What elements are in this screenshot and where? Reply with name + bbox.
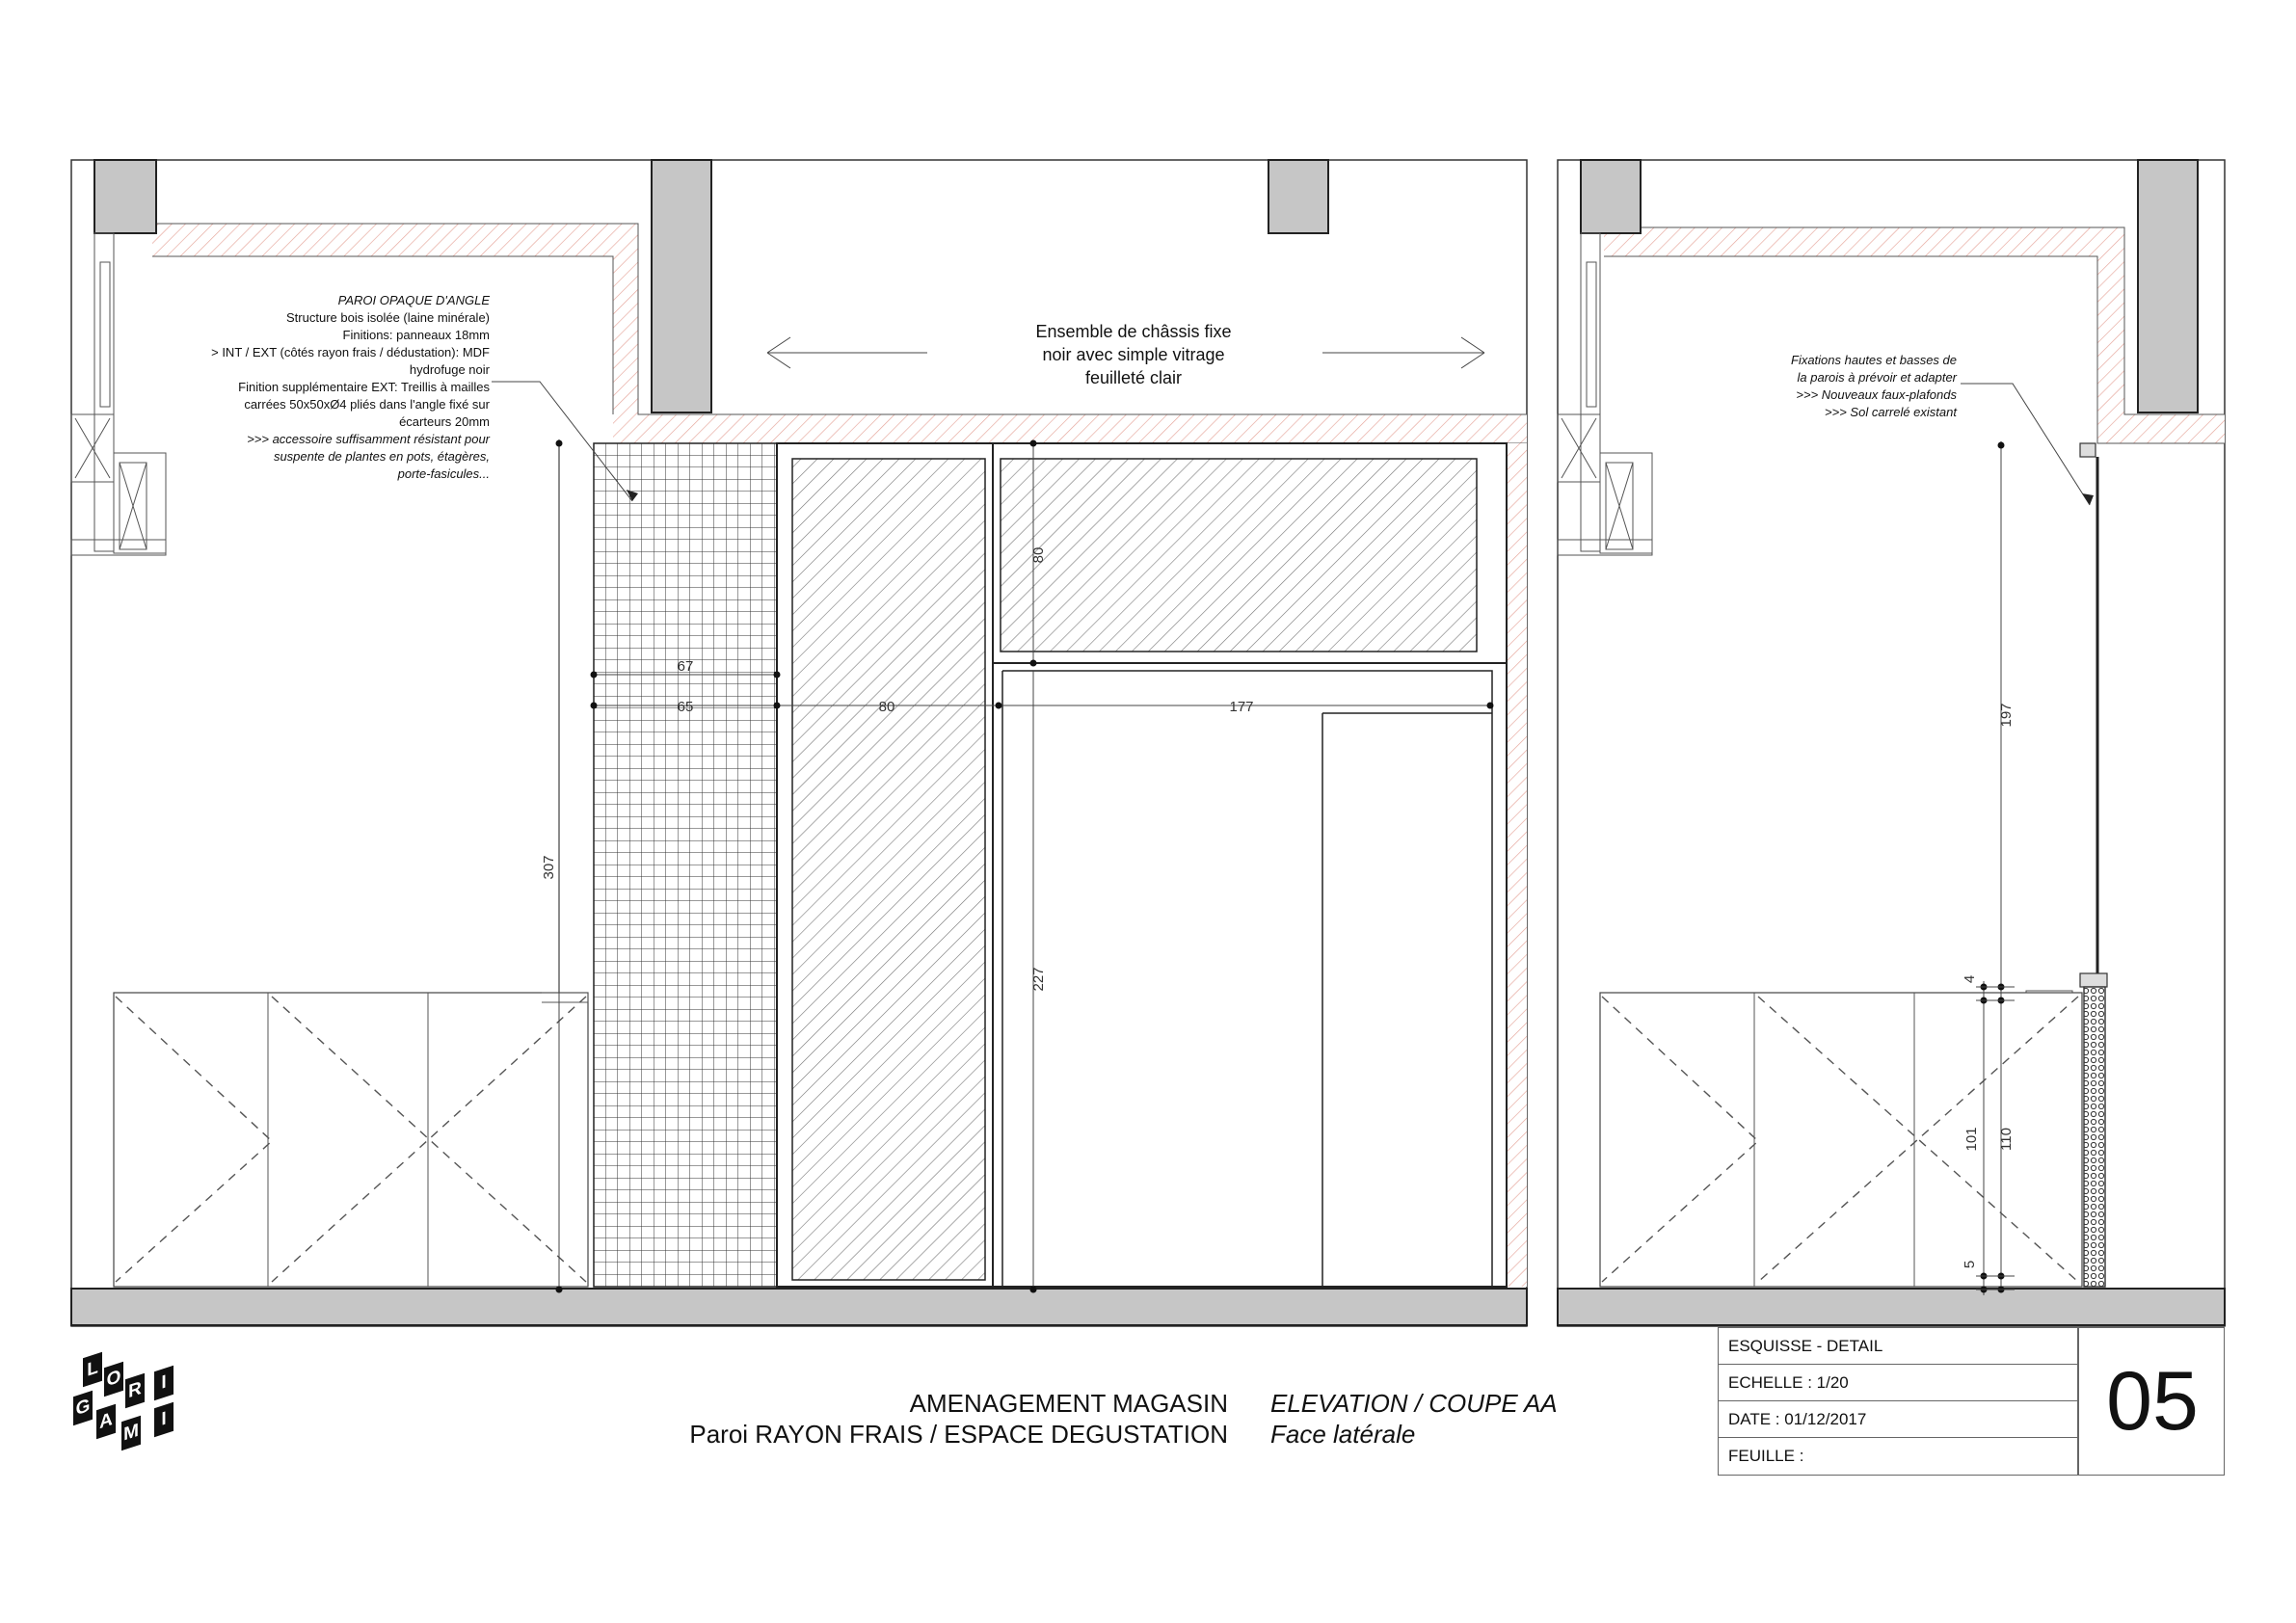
floor-left	[71, 1289, 1527, 1325]
glazing-note-line: noir avec simple vitrage	[1042, 345, 1225, 364]
column-right	[1268, 160, 1328, 233]
view-title	[1270, 1388, 1558, 1450]
logo-letter: A	[96, 1404, 116, 1439]
fixations-note-line: la parois à prévoir et adapter	[1797, 370, 1957, 385]
cartouche-phase: ESQUISSE - DETAIL	[1719, 1328, 2077, 1365]
glass-panel-top	[1001, 459, 1477, 652]
view-title-line1: ELEVATION / COUPE AA	[1270, 1389, 1558, 1418]
title-cartouche	[1718, 1327, 2225, 1476]
logo-letter: I	[154, 1366, 174, 1400]
sheet-number: 05	[2106, 1355, 2199, 1448]
fixations-note-line: >>> Sol carrelé existant	[1825, 405, 1957, 419]
dim-counter-inner: 101	[1963, 1127, 1980, 1152]
project-title-line1: AMENAGEMENT MAGASIN	[909, 1389, 1228, 1418]
fixations-note-line: Fixations hautes et basses de	[1791, 353, 1957, 367]
column-side-right	[2138, 160, 2198, 412]
corner-wall-note-line: Finitions: panneaux 18mm	[342, 328, 490, 342]
project-title-line2: Paroi RAYON FRAIS / ESPACE DEGUSTATION	[689, 1420, 1228, 1449]
front-elevation	[71, 160, 1527, 1326]
cartouche-sheet: FEUILLE :	[1728, 1447, 1804, 1465]
cartouche-date: DATE : 01/12/2017	[1719, 1401, 2077, 1438]
dim-mesh-inner: 65	[677, 699, 694, 715]
corner-wall-note-line: écarteurs 20mm	[399, 414, 490, 429]
floor-right	[1558, 1289, 2225, 1325]
logo-letter: L	[83, 1352, 102, 1387]
corner-wall-note-line: Finition supplémentaire EXT: Treillis à mailles	[238, 380, 490, 394]
right-post-hatch	[1507, 443, 1527, 1287]
corner-wall-note-title: PAROI OPAQUE D'ANGLE	[337, 293, 490, 307]
logo-letter: M	[121, 1416, 141, 1450]
corner-wall-note-line: suspente de plantes en pots, étagères,	[273, 449, 490, 464]
corner-wall-note-line: Structure bois isolée (laine minérale)	[286, 310, 490, 325]
dim-door-height: 227	[1030, 967, 1047, 992]
logo-letter: G	[73, 1391, 93, 1425]
glazing-note-line: Ensemble de châssis fixe	[1035, 322, 1232, 341]
dim-door-width: 177	[1229, 699, 1254, 715]
ceiling-hatch-right	[613, 414, 1527, 443]
corner-wall-note-line: carrées 50x50xØ4 pliés dans l'angle fixé sur	[244, 397, 490, 412]
fixations-note-line: >>> Nouveaux faux-plafonds	[1796, 387, 1957, 402]
dim-glass-width: 80	[878, 699, 895, 715]
lorigami-logo	[73, 1351, 179, 1465]
column-mid	[652, 160, 711, 412]
side-post	[2084, 987, 2105, 1287]
corner-wall-note-line: >>> accessoire suffisamment résistant pour	[247, 432, 490, 446]
dim-counter-top-gap: 4	[1962, 974, 1978, 984]
corner-wall-note-line: hydrofuge noir	[409, 362, 490, 377]
glazing-note-line: feuilleté clair	[1084, 368, 1183, 387]
window-section-right	[1558, 233, 1652, 555]
column-left	[94, 160, 156, 233]
side-section	[1558, 160, 2225, 1326]
mesh-panel	[594, 443, 777, 1287]
logo-letter: R	[125, 1373, 145, 1408]
project-title	[689, 1388, 1228, 1450]
window-section-left	[71, 233, 166, 555]
dim-upper-panel: 80	[1030, 546, 1047, 564]
column-side-left	[1581, 160, 1641, 233]
dim-total-height: 307	[541, 855, 557, 880]
logo-letter: O	[104, 1362, 123, 1397]
view-title-line2: Face latérale	[1270, 1420, 1416, 1449]
cartouche-scale: ECHELLE : 1/20	[1719, 1365, 2077, 1401]
glass-panel-left	[792, 459, 985, 1280]
dim-counter-base: 5	[1962, 1260, 1978, 1269]
dim-counter-outer: 110	[1998, 1128, 2015, 1151]
dim-side-height: 197	[1998, 703, 2015, 728]
logo-letter: I	[154, 1402, 174, 1437]
counter-left	[114, 993, 588, 1287]
dim-mesh-outer: 67	[677, 658, 694, 675]
corner-wall-note-line: > INT / EXT (côtés rayon frais / dédustation): MDF	[211, 345, 490, 359]
corner-wall-note-line: porte-fasicules...	[397, 466, 490, 481]
